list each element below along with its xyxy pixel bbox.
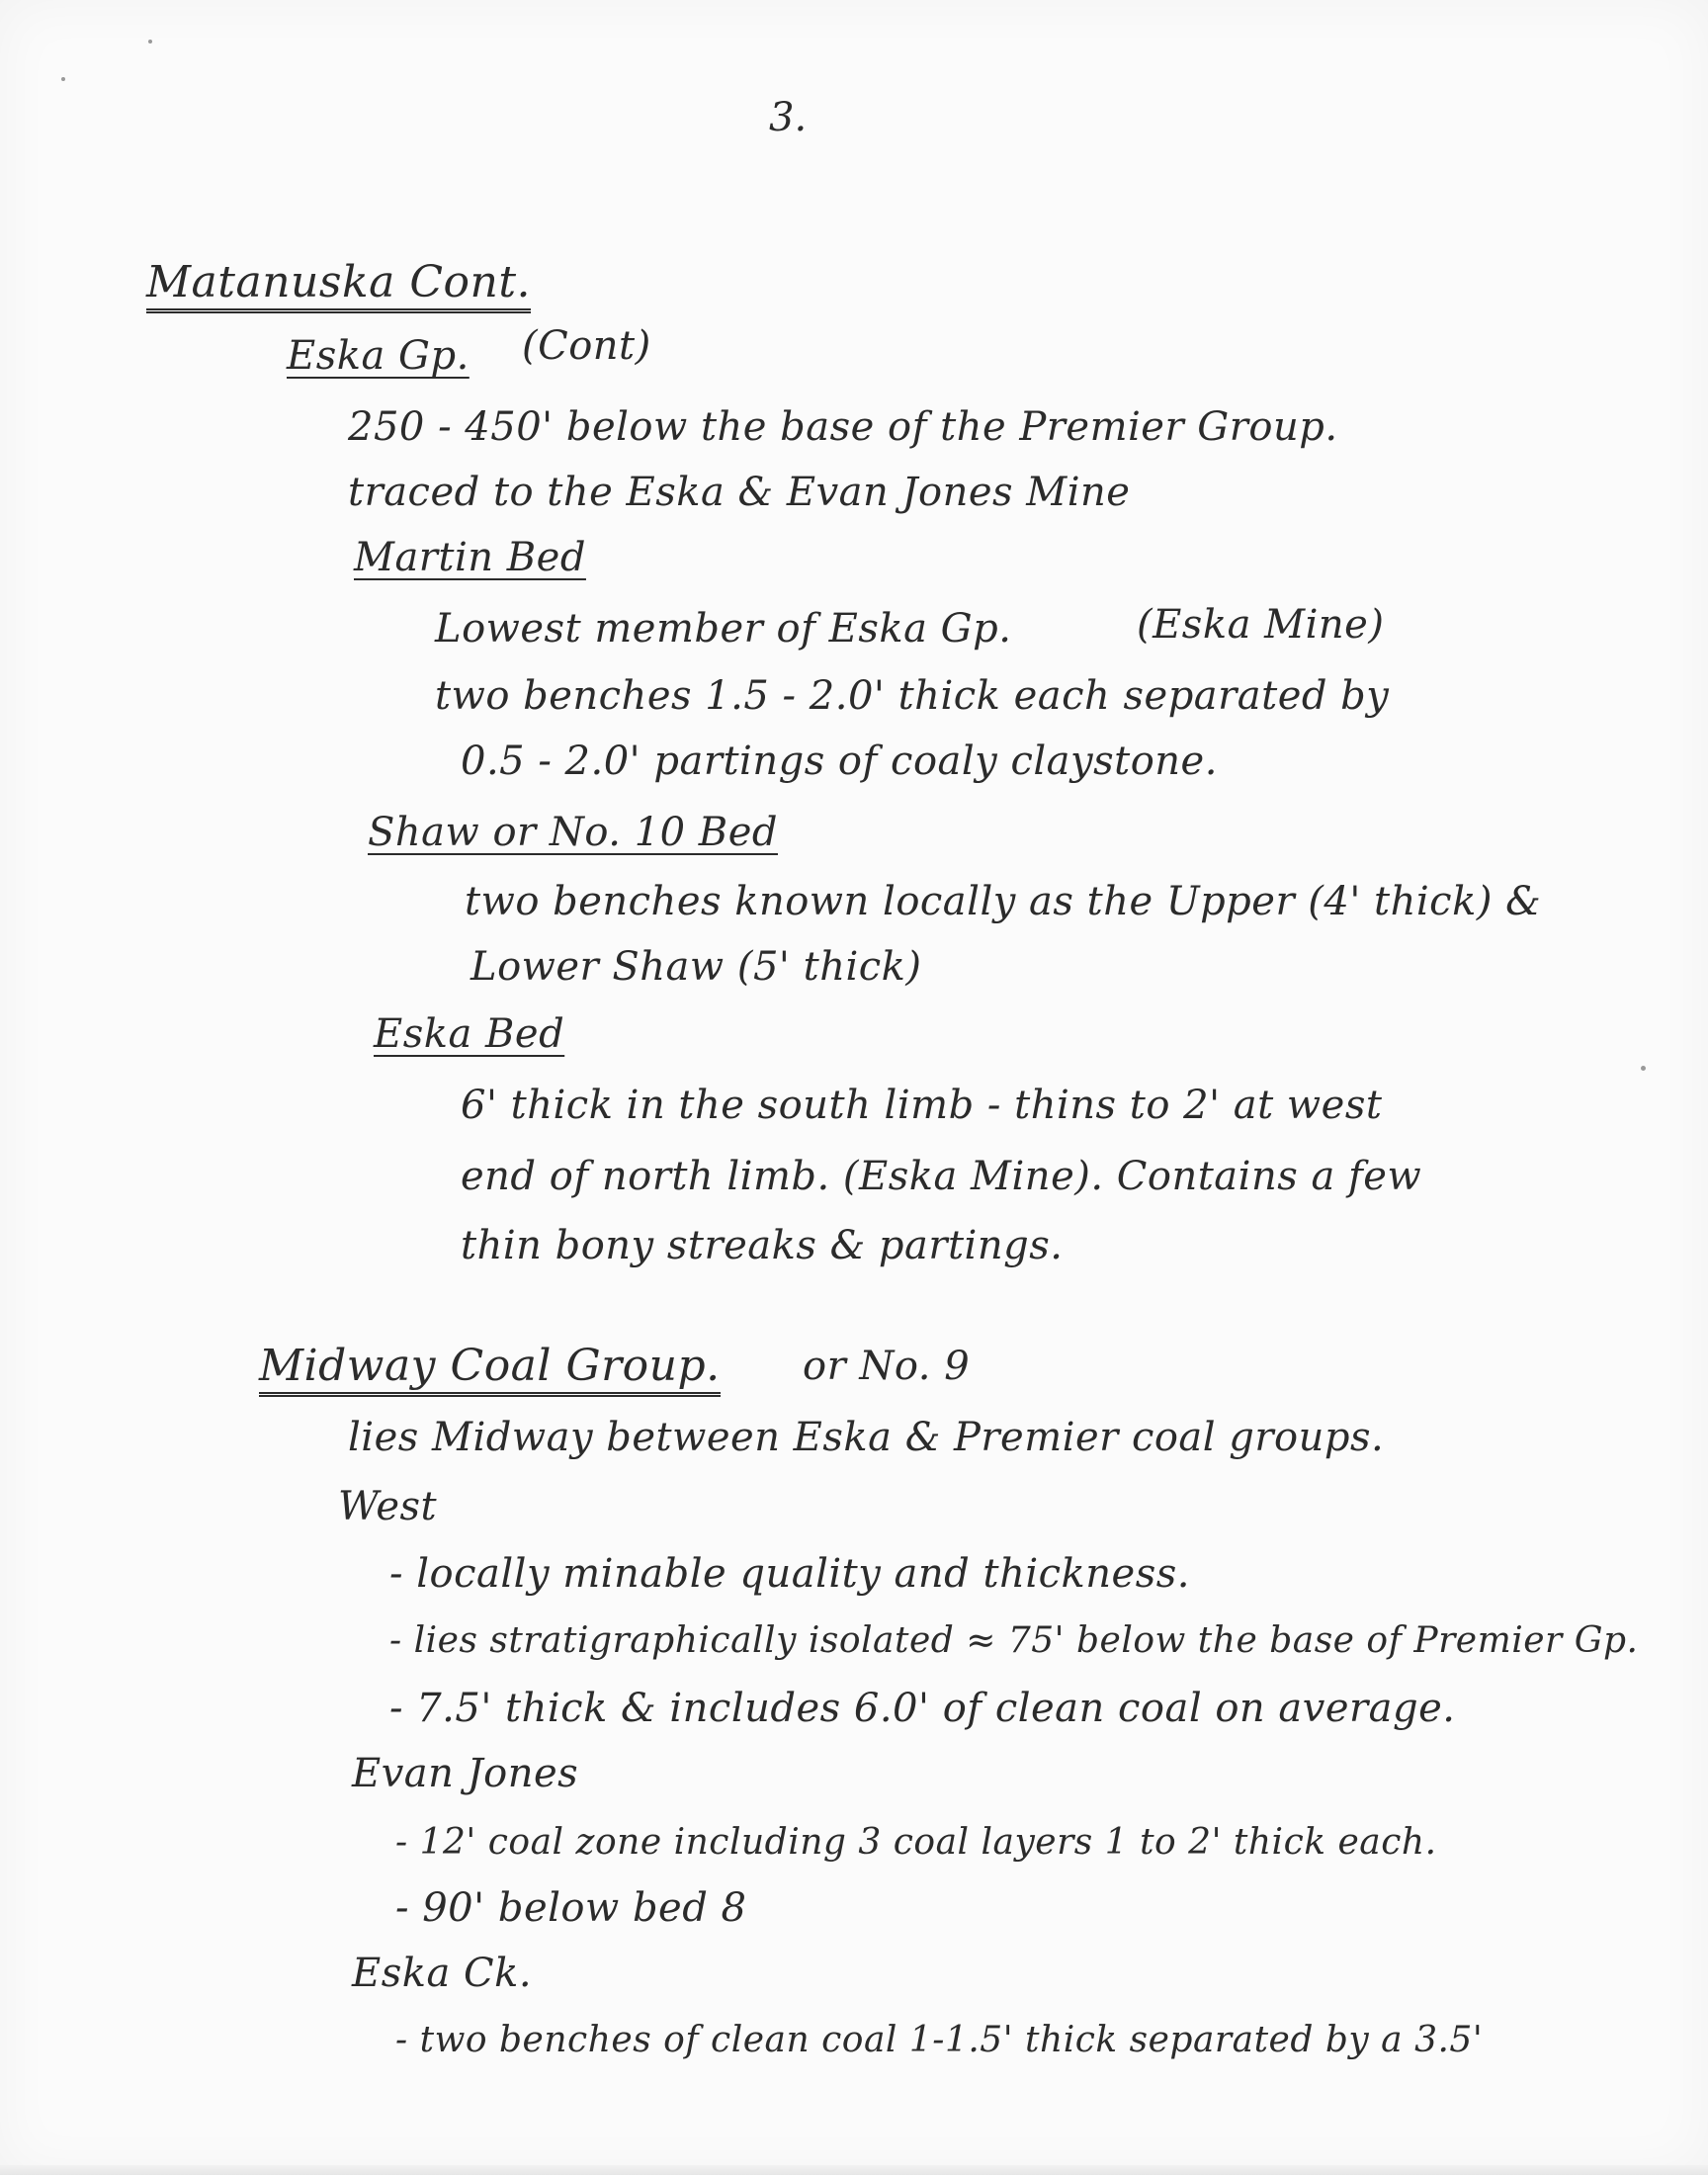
text-line: Lower Shaw (5' thick) — [470, 944, 922, 990]
bed-heading-shaw: Shaw or No. 10 Bed — [368, 810, 778, 855]
text-line: lies Midway between Eska & Premier coal groups. — [348, 1415, 1385, 1460]
bed-heading-eska: Eska Bed — [374, 1011, 565, 1057]
subheading-eska-group: Eska Gp. — [287, 333, 470, 379]
subsection-evan-jones: Evan Jones — [352, 1751, 579, 1796]
scan-speck — [61, 77, 65, 81]
page-bottom-edge — [0, 2165, 1708, 2175]
subsection-eska-ck: Eska Ck. — [352, 1951, 533, 1996]
text-line: traced to the Eska & Evan Jones Mine — [348, 470, 1131, 515]
subsection-west: West — [338, 1484, 438, 1529]
scan-speck — [148, 40, 152, 44]
subheading-cont-note: (Cont) — [522, 323, 651, 369]
text-line: thin bony streaks & partings. — [461, 1223, 1064, 1268]
text-line: two benches 1.5 - 2.0' thick each separated by — [435, 673, 1390, 719]
text-line: - two benches of clean coal 1-1.5' thick separated by a 3.5' — [395, 2020, 1484, 2060]
text-line: two benches known locally as the Upper (4' thick) & — [465, 879, 1542, 924]
text-line: (Eska Mine) — [1137, 602, 1385, 648]
text-line: - locally minable quality and thickness. — [389, 1551, 1190, 1597]
text-line: 250 - 450' below the base of the Premier Group. — [348, 404, 1338, 450]
bed-heading-martin: Martin Bed — [354, 535, 586, 580]
scan-speck — [1641, 1066, 1646, 1071]
text-line: 6' thick in the south limb - thins to 2' at west — [461, 1083, 1383, 1128]
text-line: Lowest member of Eska Gp. — [435, 606, 1012, 652]
section-heading-midway: Midway Coal Group. — [259, 1343, 721, 1397]
text-line: - lies stratigraphically isolated ≈ 75' below the base of Premier Gp. — [389, 1620, 1639, 1661]
text-line: - 7.5' thick & includes 6.0' of clean coal on average. — [389, 1686, 1456, 1731]
text-line: end of north limb. (Eska Mine). Contains a few — [461, 1154, 1422, 1199]
text-line: - 90' below bed 8 — [395, 1885, 747, 1931]
text-line: 0.5 - 2.0' partings of coaly claystone. — [461, 739, 1218, 784]
page-number: 3. — [769, 95, 808, 140]
section-heading-matanuska: Matanuska Cont. — [146, 259, 531, 313]
text-line: - 12' coal zone including 3 coal layers 1 to 2' thick each. — [395, 1822, 1437, 1863]
text-line: or No. 9 — [803, 1344, 971, 1389]
